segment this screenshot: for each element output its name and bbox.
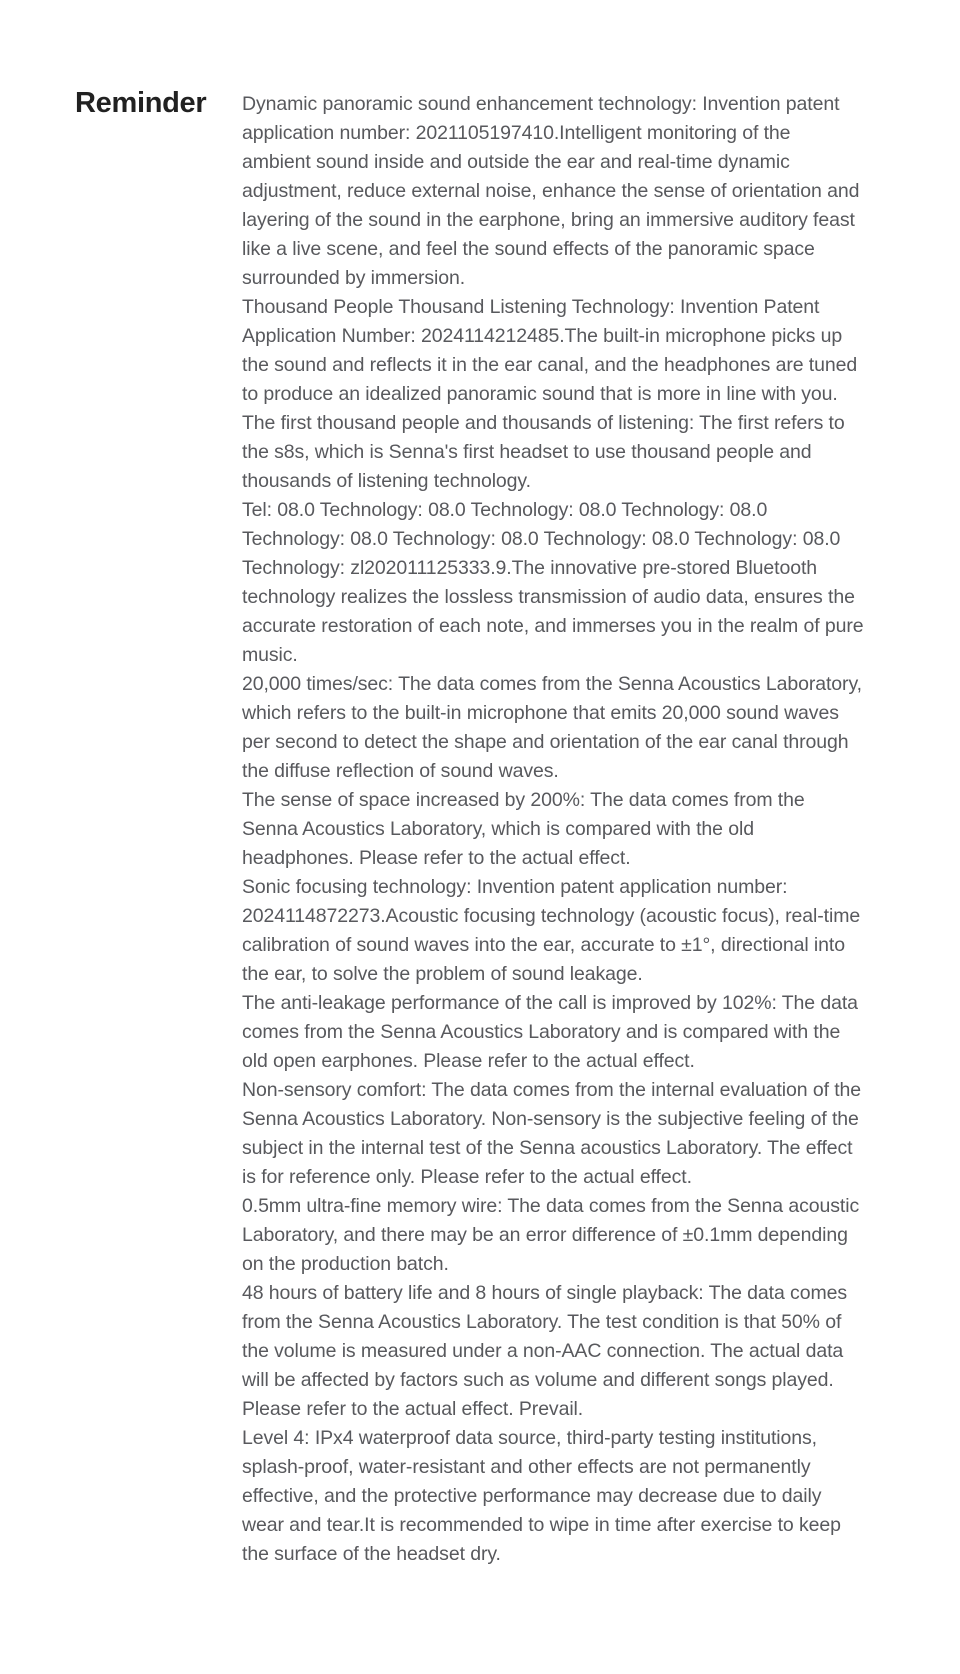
reminder-paragraph-sonic-focusing: Sonic focusing technology: Invention patent application number: 2024114872273.Acoustic focusing technology (acoustic focus), real-time calibration of sound waves into the ear, accurate to ±1°, directional into the ear, to solve the problem of sound leakage. xyxy=(242,876,861,985)
reminder-paragraph-20000-times: 20,000 times/sec: The data comes from the Senna Acoustics Laboratory, which refers to the built-in microphone that emits 20,000 sound waves per second to detect the shape and orientation of the ear canal through the diffuse reflection of sound waves. xyxy=(242,673,862,782)
reminder-paragraph-battery-life: 48 hours of battery life and 8 hours of single playback: The data comes from the Senna Acoustics Laboratory. The test condition is that 50% of the volume is measured under a non-AAC connection. The actual data will be affected by factors such as volume and different songs played. Please refer to the actual effect. Prevail. xyxy=(242,1282,847,1420)
reminder-paragraph-thousand-people-tech: Thousand People Thousand Listening Technology: Invention Patent Application Number: 2024114212485.The built-in microphone picks up the sound and reflects it in the ear canal, and the headphones are tuned to produce an idealized panoramic sound that is more in line with you. xyxy=(242,296,858,405)
reminder-heading-column xyxy=(75,88,242,120)
reminder-paragraph-first-thousand: The first thousand people and thousands of listening: The first refers to the s8s, which is Senna's first headset to use thousand people and thousands of listening technology. xyxy=(242,412,845,492)
reminder-paragraph-waterproof: Level 4: IPx4 waterproof data source, third-party testing institutions, splash-proof, water-resistant and other effects are not permanently effective, and the protective performance may decrease due to daily wear and tear.It is recommended to wipe in time after exercise to keep the surface of the headset dry. xyxy=(242,1427,841,1565)
reminder-paragraph-anti-leakage: The anti-leakage performance of the call is improved by 102%: The data comes from the Senna Acoustics Laboratory and is compared with the old open earphones. Please refer to the actual effect. xyxy=(242,992,858,1072)
reminder-paragraph-dynamic-panoramic: Dynamic panoramic sound enhancement technology: Invention patent application number: 2021105197410.Intelligent monitoring of the ambient sound inside and outside the ear and real-time dynamic adjustment, reduce external noise, enhance the sense of orientation and layering of the sound in the earphone, bring an immersive auditory feast like a live scene, and feel the sound effects of the panoramic space surrounded by immersion. xyxy=(242,93,860,289)
reminder-heading: Reminder xyxy=(75,87,207,119)
reminder-text-column xyxy=(242,88,864,1569)
reminder-paragraph-bluetooth-tech: Tel: 08.0 Technology: 08.0 Technology: 08.0 Technology: 08.0 Technology: 08.0 Technology: 08.0 Technology: 08.0 Technology: 08.0 Technology: zl202011125333.9.The innovative pre-stored Bluetooth technology realizes the lossless transmission of audio data, ensures the accurate restoration of each note, and immerses you in the realm of pure music. xyxy=(242,499,864,666)
reminder-paragraph-sense-of-space: The sense of space increased by 200%: The data comes from the Senna Acoustics Laboratory, which is compared with the old headphones. Please refer to the actual effect. xyxy=(242,789,805,869)
reminder-paragraph-memory-wire: 0.5mm ultra-fine memory wire: The data comes from the Senna acoustic Laboratory, and there may be an error difference of ±0.1mm depending on the production batch. xyxy=(242,1195,860,1275)
reminder-paragraph-non-sensory-comfort: Non-sensory comfort: The data comes from the internal evaluation of the Senna Acoustics Laboratory. Non-sensory is the subjective feeling of the subject in the internal test of the Senna acoustics Laboratory. The effect is for reference only. Please refer to the actual effect. xyxy=(242,1079,862,1188)
